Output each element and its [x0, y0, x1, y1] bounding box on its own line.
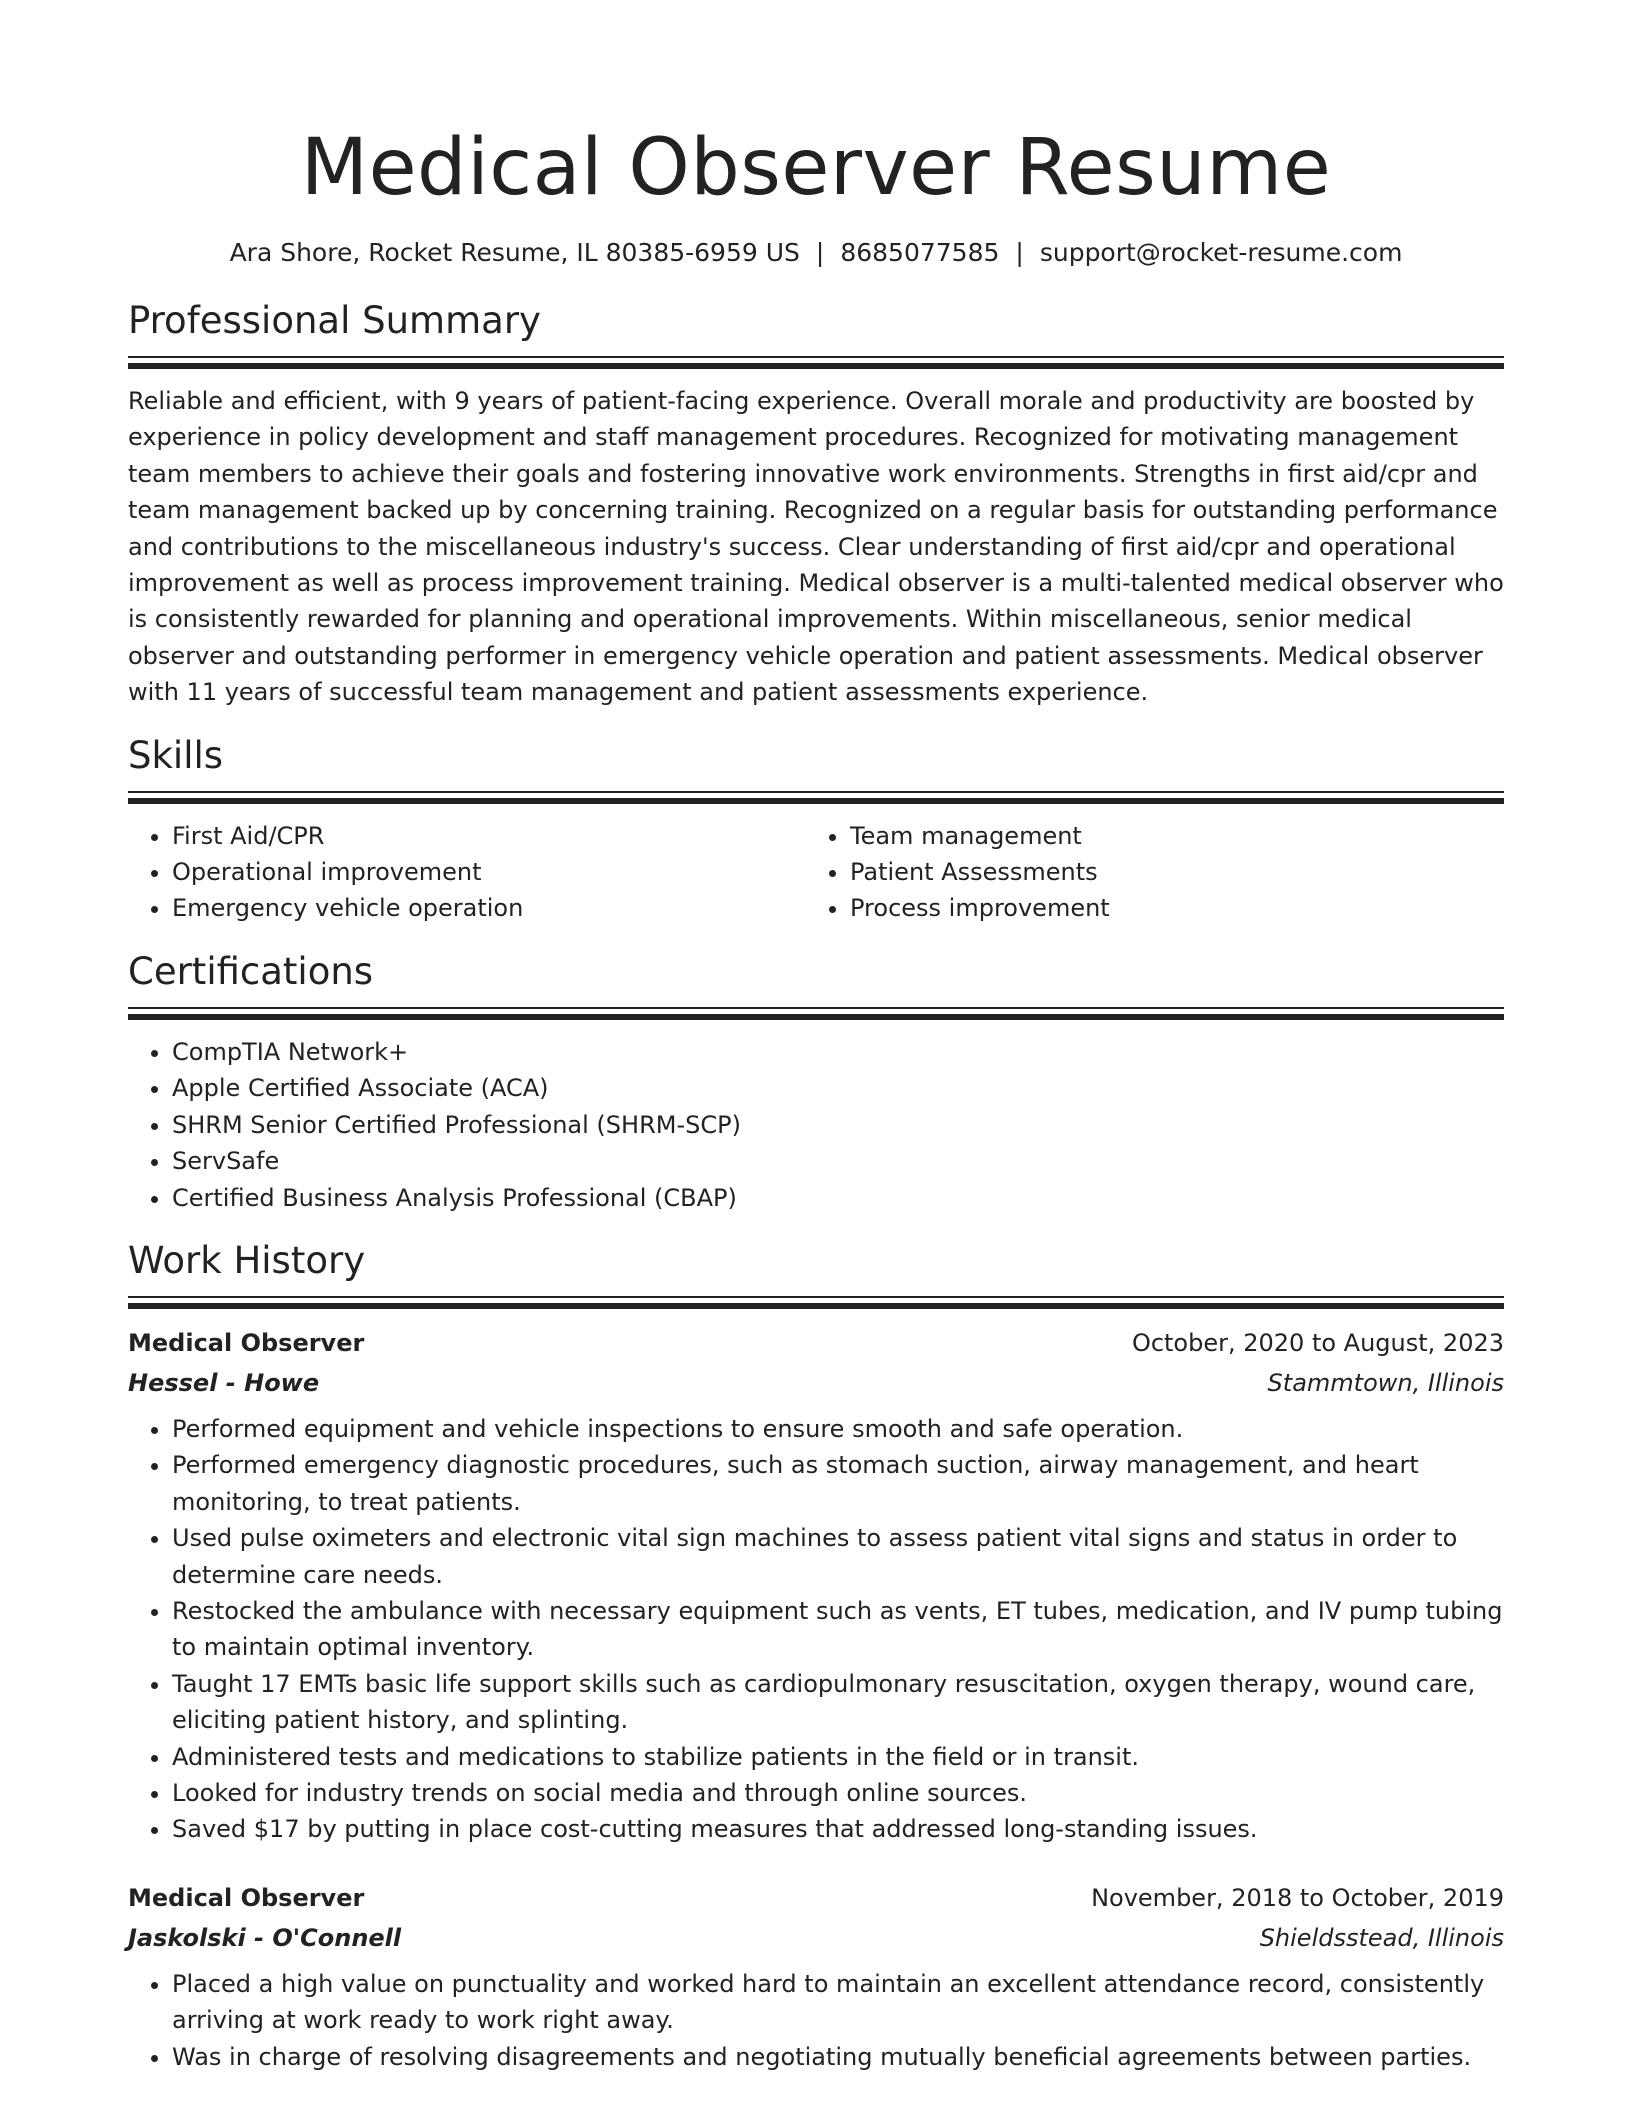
job-header — [128, 1878, 1504, 1918]
contact-phone: 8685077585 — [840, 238, 1000, 267]
job-bullet: • Saved $17 by putting in place cost-cutting measures that addressed long-standing issues. — [172, 1811, 1504, 1847]
job-dates: November, 2018 to October, 2019 — [1091, 1883, 1504, 1912]
job-entry — [128, 1323, 1504, 1848]
section-divider — [128, 356, 1504, 371]
job-subheader — [128, 1363, 1504, 1403]
skills-right-list — [806, 818, 1484, 927]
work-history-heading: Work History — [128, 1238, 366, 1282]
job-company: Hessel - Howe — [128, 1368, 320, 1397]
certification-item: • Certified Business Analysis Professional (CBAP) — [172, 1180, 1504, 1216]
job-subheader — [128, 1918, 1504, 1958]
job-bullet: • Taught 17 EMTs basic life support skills such as cardiopulmonary resuscitation, oxygen therapy, wound care, eliciting patient history, and splinting. — [172, 1666, 1504, 1739]
contact-email: support@rocket-resume.com — [1039, 238, 1403, 267]
job-bullet: • Performed equipment and vehicle inspections to ensure smooth and safe operation. — [172, 1411, 1504, 1447]
job-bullet: • Performed emergency diagnostic procedures, such as stomach suction, airway management, and heart monitoring, to treat patients. — [172, 1447, 1504, 1520]
skills-section — [128, 731, 1504, 927]
job-bullet: • Administered tests and medications to stabilize patients in the field or in transit. — [172, 1739, 1504, 1775]
certifications-list — [128, 1034, 1504, 1216]
job-header — [128, 1323, 1504, 1363]
certifications-heading: Certifications — [128, 949, 374, 993]
certification-item: • Apple Certified Associate (ACA) — [172, 1070, 1504, 1106]
job-bullet-list — [128, 1966, 1504, 2075]
section-divider — [128, 1007, 1504, 1022]
work-history-section — [128, 1236, 1504, 2075]
skills-left-list — [128, 818, 806, 927]
section-divider — [128, 791, 1504, 806]
job-bullet-list — [128, 1411, 1504, 1848]
skill-item: • Process improvement — [850, 890, 1484, 926]
job-bullet: • Was in charge of resolving disagreements and negotiating mutually beneficial agreements between parties. — [172, 2039, 1504, 2075]
contact-address: Ara Shore, Rocket Resume, IL 80385-6959 US — [229, 238, 800, 267]
resume-page — [128, 0, 1504, 2075]
job-title: Medical Observer — [128, 1883, 365, 1912]
job-bullet: • Looked for industry trends on social media and through online sources. — [172, 1775, 1504, 1811]
certifications-section — [128, 947, 1504, 1216]
contact-line — [128, 236, 1504, 270]
skills-columns — [128, 818, 1504, 927]
skill-item: • First Aid/CPR — [172, 818, 806, 854]
job-bullet: • Used pulse oximeters and electronic vital sign machines to assess patient vital signs and status in order to determine care needs. — [172, 1520, 1504, 1593]
summary-section — [128, 296, 1504, 711]
skill-item: • Team management — [850, 818, 1484, 854]
contact-separator: | — [815, 238, 825, 267]
job-entry — [128, 1878, 1504, 2075]
skill-item: • Operational improvement — [172, 854, 806, 890]
job-title: Medical Observer — [128, 1328, 365, 1357]
certification-item: • SHRM Senior Certified Professional (SHRM-SCP) — [172, 1107, 1504, 1143]
job-bullet: • Placed a high value on punctuality and worked hard to maintain an excellent attendance record, consistently arriving at work ready to work right away. — [172, 1966, 1504, 2039]
contact-separator: | — [1015, 238, 1024, 267]
section-divider — [128, 1296, 1504, 1311]
job-company: Jaskolski - O'Connell — [128, 1923, 402, 1952]
job-dates: October, 2020 to August, 2023 — [1131, 1328, 1504, 1357]
summary-text: Reliable and efficient, with 9 years of patient-facing experience. Overall morale and productivity are boosted by experience in policy development and staff management procedures. Recognized for motivating management team members to achieve their goals and fostering innovative work environments. Strengths in first aid/cpr and team management backed up by concerning training. Recognized on a regular basis for outstanding performance and contributions to the miscellaneous industry's success. Clear understanding of first aid/cpr and operational improvement as well as process improvement training. Medical observer is a multi-talented medical observer who is consistently rewarded for planning and operational improvements. Within miscellaneous, senior medical observer and outstanding performer in emergency vehicle operation and patient assessments. Medical observer with 11 years of successful team management and patient assessments experience. — [128, 387, 1504, 707]
skill-item: • Patient Assessments — [850, 854, 1484, 890]
skills-heading: Skills — [128, 733, 224, 777]
resume-title: Medical Observer Resume — [300, 123, 1332, 213]
certification-item: • ServSafe — [172, 1143, 1504, 1179]
job-location: Shieldsstead, Illinois — [1259, 1923, 1504, 1952]
summary-heading: Professional Summary — [128, 299, 541, 342]
skill-item: • Emergency vehicle operation — [172, 890, 806, 926]
job-bullet: • Restocked the ambulance with necessary equipment such as vents, ET tubes, medication, and IV pump tubing to maintain optimal inventory. — [172, 1593, 1504, 1666]
certification-item: • CompTIA Network+ — [172, 1034, 1504, 1070]
job-location: Stammtown, Illinois — [1267, 1368, 1504, 1397]
